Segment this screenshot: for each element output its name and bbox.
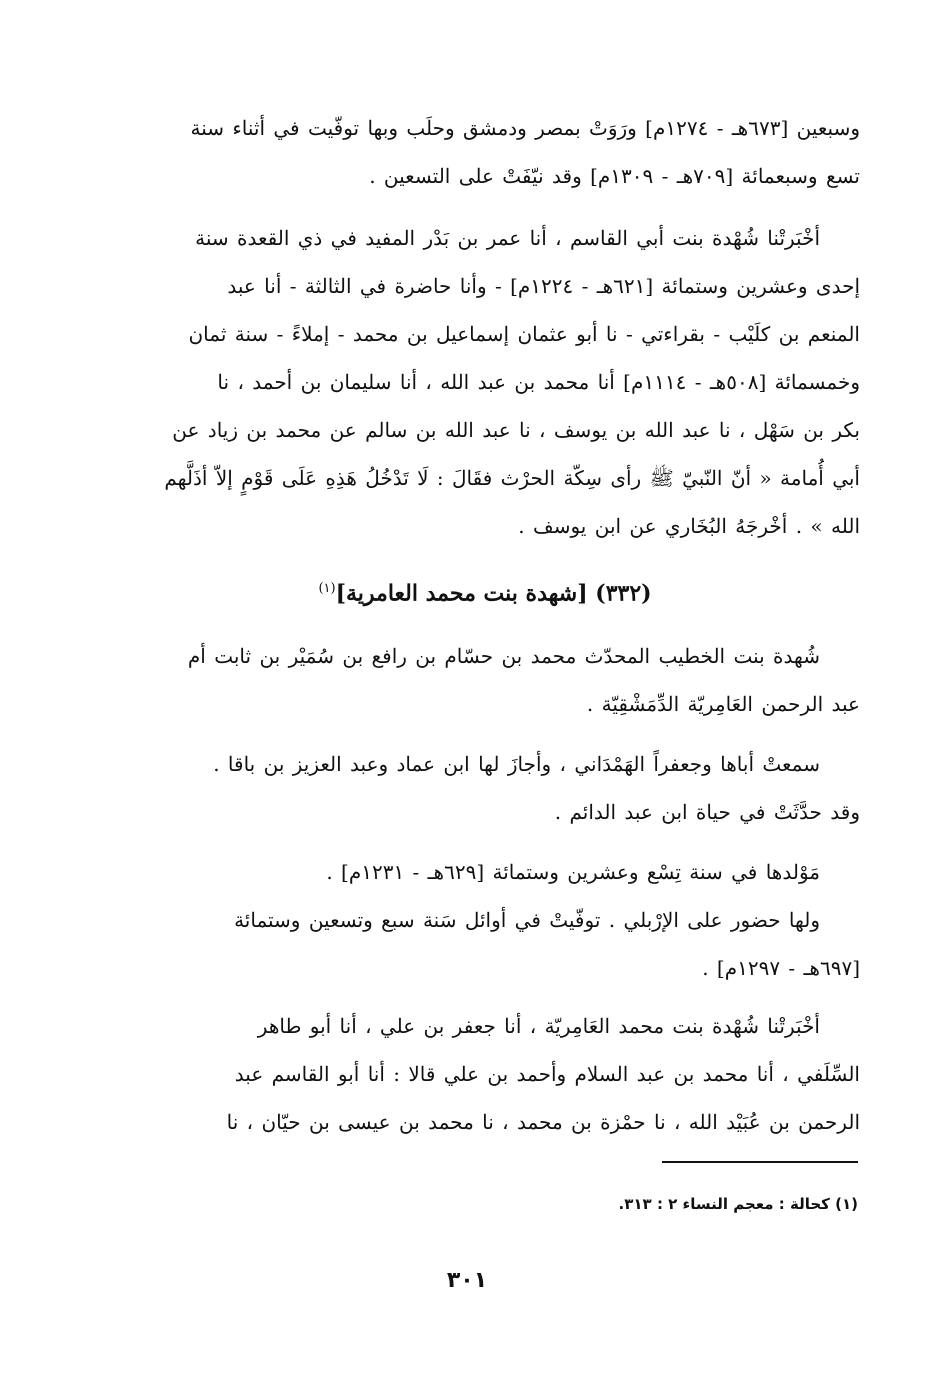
paragraph-hadith-chain-1 xyxy=(110,214,860,550)
text-line: أخْبَرتْنا شُهْدة بنت أبي القاسم ، أنا عمر بن بَدْر المفيد في ذي القعدة سنة xyxy=(195,226,820,250)
paragraph-continuation xyxy=(110,104,860,200)
entry-heading xyxy=(110,565,860,613)
text-line: وقد حدَّثَتْ في حياة ابن عبد الدائم . xyxy=(554,800,860,824)
page-number: ٣٠١ xyxy=(446,1268,488,1293)
text-line: عبد الرحمن العَامِريّة الدِّمَشْقِيّة . xyxy=(586,692,860,716)
text-line: الرحمن بن عُبَيْد الله ، نا حمْزة بن محمد ، نا محمد بن عيسى بن حيّان ، نا xyxy=(226,1110,860,1134)
footnote-divider xyxy=(662,1161,858,1163)
text-line: السِّلَفي ، أنا محمد بن عبد السلام وأحمد بن علي قالا : أنا أبو القاسم عبد xyxy=(234,1062,860,1086)
text-line: [٦٩٧هـ - ١٢٩٧م] . xyxy=(702,956,860,980)
text-line: بكر بن سَهْل ، نا عبد الله بن يوسف ، نا عبد الله بن سالم عن محمد بن زياد عن xyxy=(172,418,860,442)
text-line: أبي أُمامة « أنّ النّبيّ ﷺ رأى سِكّة الحرْث فقَالَ : لَا تَدْخُلُ هَذِهِ عَلَى قَوْمٍ إلاّ أذَلَّهم xyxy=(164,466,860,490)
text-line: شُهدة بنت الخطيب المحدّث محمد بن حسّام بن رافع بن سُمَيْر بن ثابت أم xyxy=(187,644,820,668)
paragraph-teachers xyxy=(110,740,860,836)
paragraph-biography xyxy=(110,632,860,728)
text-line: ولها حضور على الإرْبلي . توفّيتْ في أوائل سَنة سبع وتسعين وستمائة xyxy=(234,908,820,932)
entry-heading-title: (٣٣٢) [شهدة بنت محمد العامرية] xyxy=(335,580,652,607)
text-line: تسع وسبعمائة [٧٠٩هـ - ١٣٠٩م] وقد نيّفَتْ على التسعين . xyxy=(369,164,860,188)
footnote-reference: (١) xyxy=(318,581,336,596)
text-line: المنعم بن كلَيْب - بقراءتي - نا أبو عثمان إسماعيل بن محمد - إملاءً - سنة ثمان xyxy=(188,322,860,346)
text-line: وسبعين [٦٧٣هـ - ١٢٧٤م] ورَوَتْ بمصر ودمشق وحلَب وبها توفّيت في أثناء سنة xyxy=(190,116,860,140)
text-line: وخمسمائة [٥٠٨هـ - ١١١٤م] أنا محمد بن عبد الله ، أنا سليمان بن أحمد ، نا xyxy=(217,370,860,394)
text-line: مَوْلدها في سنة تِسْع وعشرين وستمائة [٦٢٩هـ - ١٢٣١م] . xyxy=(326,860,820,884)
footnote: (١) كحالة : معجم النساء ٢ : ٣١٣. xyxy=(618,1195,858,1213)
text-line: أخْبَرتْنا شُهْدة بنت محمد العَامِريّة ، أنا جعفر بن علي ، أنا أبو طاهر xyxy=(257,1014,820,1038)
text-line: إحدى وعشرين وستمائة [٦٢١هـ - ١٢٢٤م] - وأنا حاضرة في الثالثة - أنا عبد xyxy=(227,274,860,298)
paragraph-hadith-chain-2 xyxy=(110,1002,860,1146)
text-line: سمعتْ أباها وجعفراً الهَمْدَاني ، وأجازَ لها ابن عماد وعبد العزيز بن باقا . xyxy=(213,752,820,776)
text-line: الله » . أخْرجَهُ البُخَاري عن ابن يوسف . xyxy=(518,514,860,538)
paragraph-birth-death xyxy=(110,848,860,992)
